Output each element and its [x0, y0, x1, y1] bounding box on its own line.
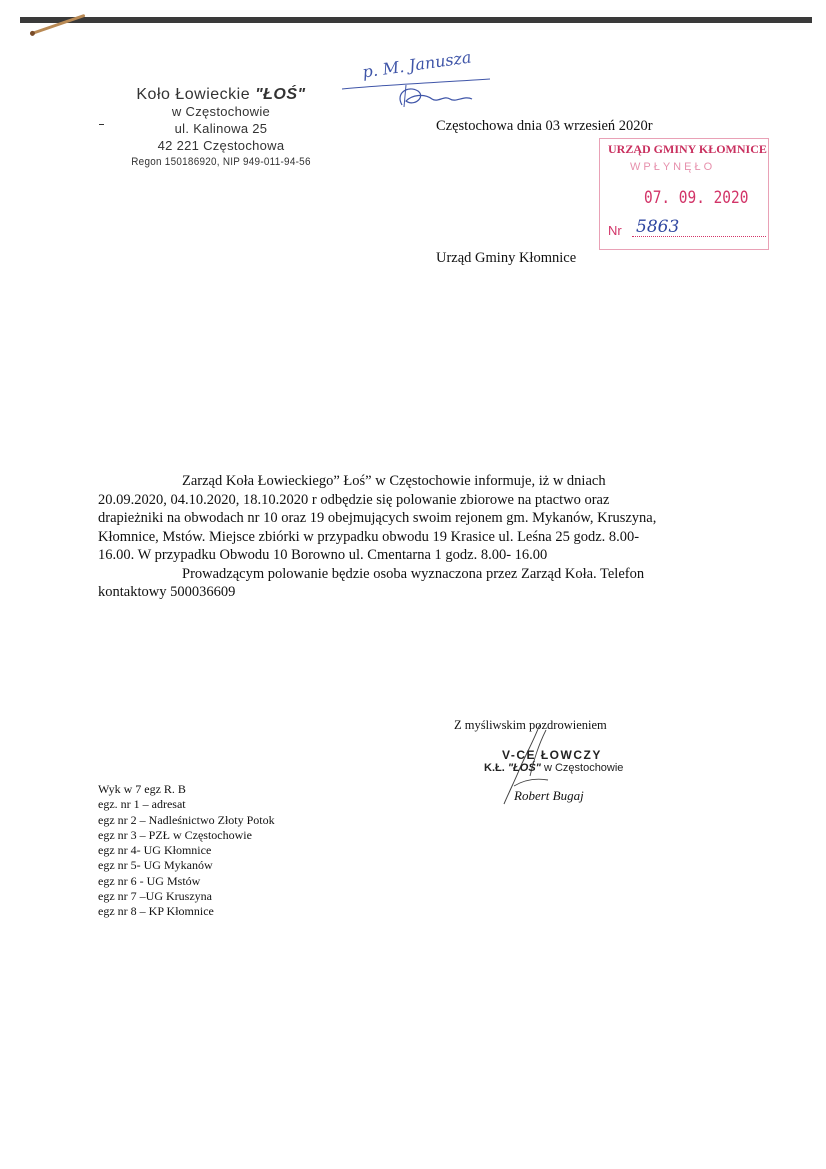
signature-org-prefix: K.Ł.	[484, 762, 505, 774]
body-paragraph-1	[98, 472, 678, 565]
org-name: Koło Łowieckie	[136, 86, 251, 103]
registry-received: WPŁYNĘŁO	[630, 161, 716, 173]
body-paragraph-2-text: Prowadzącym polowanie będzie osoba wyznaczona przez Zarząd Koła. Telefon kontaktowy 500036609	[98, 565, 645, 600]
distribution-item: egz nr 7 –UG Kruszyna	[98, 889, 212, 904]
distribution-list	[98, 782, 275, 920]
registry-dotted-line	[632, 236, 766, 237]
registry-office: URZĄD GMINY KŁOMNICE	[608, 142, 767, 156]
body-paragraph-1-text: Zarząd Koła Łowieckiego” Łoś” w Częstochowie informuje, iż w dniach 20.09.2020, 04.10.2020, 18.10.2020 r odbędzie się polowanie zbiorowe na ptactwo oraz drapieżniki na obwodach nr 10 oraz 19 obejmujących swoim rejonem gm. Mykanów, Kruszyna, Kłomnice, Mstów. Miejsce zbiórki w przypadku obwodu 19 Krasice ul. Leśna 25 godz. 8.00- 16.00. W przypadku Obwodu 10 Borowno ul. Cmentarna 1 godz. 8.00- 16.00	[98, 473, 657, 563]
handwritten-annotation	[340, 47, 500, 115]
organization-stamp	[106, 86, 336, 171]
distribution-item: Wyk w 7 egz R. B	[98, 782, 186, 796]
registry-nr-value: 5863	[636, 217, 680, 237]
distribution-item: egz nr 3 – PZŁ w Częstochowie	[98, 827, 252, 842]
org-name-quoted: "ŁOŚ"	[255, 86, 306, 103]
registry-stamp	[599, 138, 769, 250]
distribution-item: egz nr 2 – Nadleśnictwo Złoty Potok	[98, 812, 275, 827]
signature-org-name: "ŁOŚ"	[507, 762, 541, 774]
closing-greeting: Z myśliwskim pozdrowieniem	[454, 718, 607, 732]
signatory-name: Robert Bugaj	[514, 788, 584, 803]
distribution-item: egz nr 8 – KP Kłomnice	[98, 904, 214, 919]
handwritten-note: p. M. Janusza	[361, 47, 473, 82]
distribution-item: egz nr 5- UG Mykanów	[98, 858, 213, 873]
recipient: Urząd Gminy Kłomnice	[436, 250, 577, 266]
org-name-line	[106, 86, 336, 103]
org-city: w Częstochowie	[171, 104, 271, 119]
signature-role: V-CE ŁOWCZY	[502, 748, 602, 762]
body-paragraph-2	[98, 565, 678, 602]
margin-dash	[99, 124, 104, 125]
registry-nr-label: Nr	[608, 223, 622, 238]
distribution-item: egz nr 4- UG Kłomnice	[98, 843, 212, 858]
top-border-line	[20, 17, 812, 23]
place-and-date: Częstochowa dnia 03 wrzesień 2020r	[436, 118, 653, 134]
distribution-item: egz. nr 1 – adresat	[98, 797, 186, 812]
signature-stamp	[484, 748, 623, 774]
distribution-item: egz nr 6 - UG Mstów	[98, 873, 201, 888]
signature-org-city: w Częstochowie	[543, 762, 624, 774]
signature-org-line	[484, 762, 623, 774]
registry-date: 07. 09. 2020	[644, 188, 749, 208]
org-ids: Regon 150186920, NIP 949-011-94-56	[131, 156, 311, 168]
org-street: ul. Kalinowa 25	[174, 121, 268, 136]
org-postal: 42 221 Częstochowa	[157, 138, 285, 153]
letter-body	[98, 472, 678, 602]
